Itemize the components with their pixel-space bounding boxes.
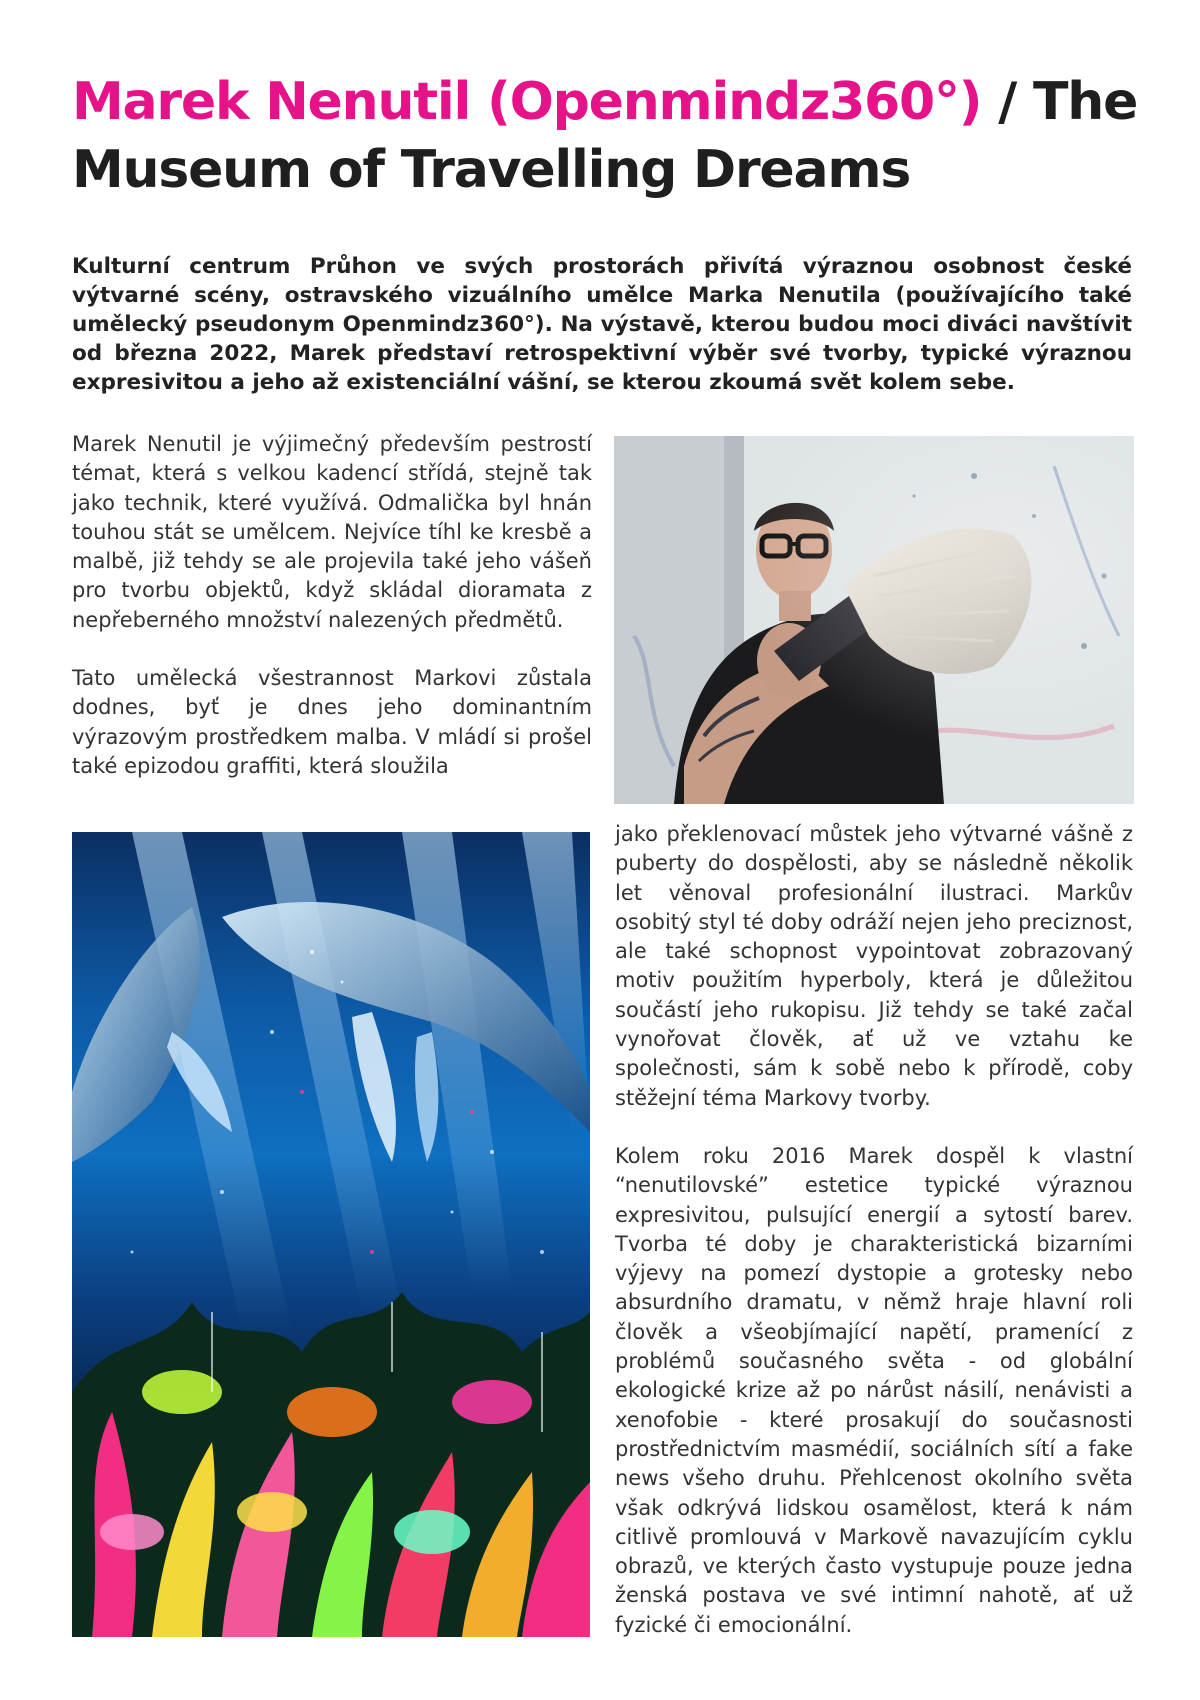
lead-paragraph: Kulturní centrum Průhon ve svých prostorách přivítá výraznou osobnost české výtvarné scény, ostravského vizuálního umělce Marka Nenutila (používajícího také umělecký pseudonym Openmindz360°). Na výstavě, kterou budou moci diváci navštívit od března 2022, Marek představí retrospektivní výběr své tvorby, typické výraznou expresivitou a jeho až existenciální vášní, se kterou zkoumá svět kolem sebe. — [72, 254, 1132, 395]
body-paragraph: Tato umělecká všestrannost Markovi zůstala dodnes, byť je dnes jeho dominantním výrazovým prostředkem malba. V mládí si prošel také epizodou graffiti, která sloužila — [72, 666, 592, 778]
title-exhibition: / The Museum of Travelling Dreams — [72, 72, 1138, 200]
whale-painting-image — [72, 832, 590, 1637]
page-title — [72, 68, 1142, 204]
left-text-column — [72, 430, 592, 781]
artist-photo — [614, 436, 1134, 804]
right-text-column — [615, 820, 1133, 1640]
artist-photo-image — [614, 436, 1134, 804]
body-paragraph: Kolem roku 2016 Marek dospěl k vlastní “nenutilovské” estetice typické výraznou expresivitou, pulsující energií a sytostí barev. Tvorba té doby je charakteristická bizarními výjevy na pomezí dystopie a grotesky nebo absurdního dramatu, v němž hraje hlavní roli člověk a všeobjímající napětí, pramenící z problémů současného světa - od globální ekologické krize až po nárůst násilí, nenávisti a xenofobie - které prosakují do současnosti prostřednictvím masmédií, sociálních sítí a fake news všeho druhu. Přehlcenost okolního světa však odkrývá lidskou osamělost, která k nám citlivě promlouvá v Markově navazujícím cyklu obrazů, ve kterých často vystupuje pouze jedna ženská postava ve své intimní nahotě, ať už fyzické či emocionální. — [615, 1143, 1133, 1637]
title-artist: Marek Nenutil (Openmindz360°) — [72, 72, 982, 132]
body-paragraph: jako překlenovací můstek jeho výtvarné vášně z puberty do dospělosti, aby se následně několik let věnoval profesionální ilustraci. Markův osobitý styl té doby odráží nejen jeho preciznost, ale také schopnost vypointovat zobrazovaný motiv použitím hyperboly, která je důležitou součástí jeho rukopisu. Již tehdy se také začal vynořovat člověk, ať už ve vztahu ke společnosti, sám k sobě nebo k přírodě, coby stěžejní téma Markovy tvorby. — [615, 822, 1133, 1110]
whale-painting — [72, 832, 590, 1637]
body-paragraph: Marek Nenutil je výjimečný především pestrostí témat, která s velkou kadencí střídá, stejně tak jako technik, které využívá. Odmalička byl hnán touhou stát se umělcem. Nejvíce tíhl ke kresbě a malbě, již tehdy se ale projevila také jeho vášeň pro tvorbu objektů, když skládal dioramata z nepřeberného množství nalezených předmětů. — [72, 432, 592, 632]
